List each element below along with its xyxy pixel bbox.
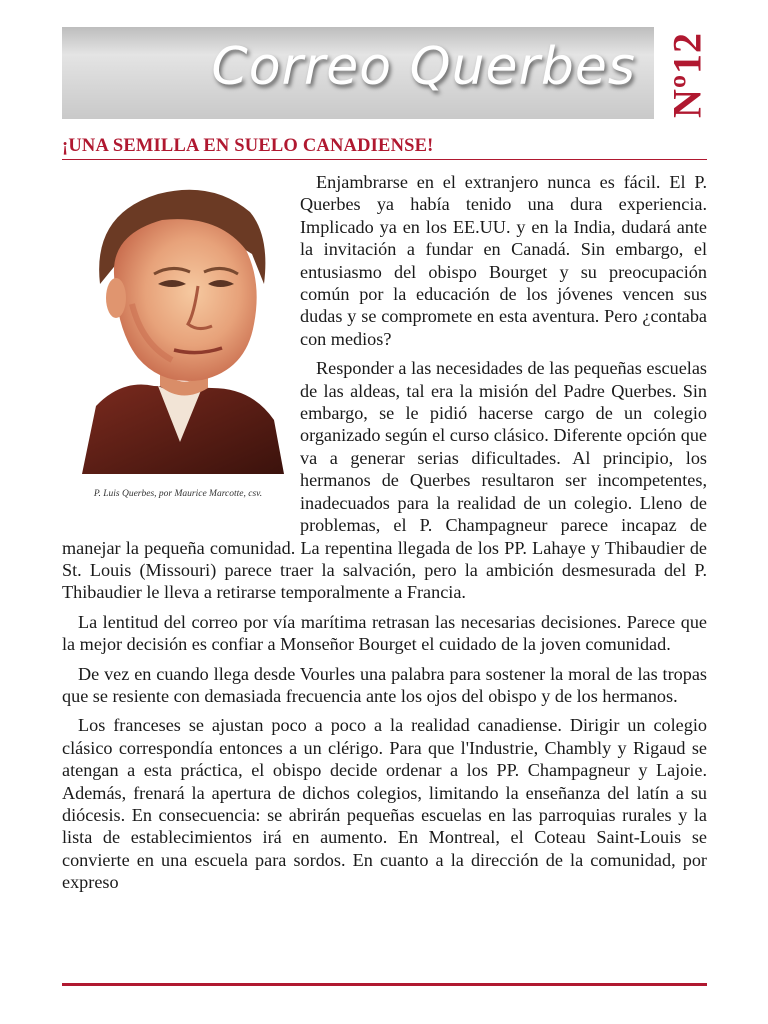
article-paragraph-3: La lentitud del correo por vía marítima retrasan las necesarias decisiones. Parece que la mejor decisión es confiar a Monseñor Bourget el cuidado de la joven comunidad. (62, 611, 707, 655)
article-paragraph-1: Enjambrarse en el extranjero nunca es fácil. El P. Querbes ya había tenido una dura experiencia. Implicado ya en los EE.UU. y en la India, dudará ante la invitación a fundar en Canadá. Sin embargo, el entusiasmo del obispo Bourget y su preocupación común por la educación de los jóvenes vencen sus dudas y se compromete en esta aventura. Pero ¿contaba con medios? (300, 172, 707, 349)
masthead-title: Correo Querbes (211, 37, 636, 97)
image-caption: P. Luis Querbes, por Maurice Marcotte, csv. (93, 489, 263, 499)
footer-divider (62, 983, 707, 986)
article-headline: ¡UNA SEMILLA EN SUELO CANADIENSE! (62, 136, 434, 156)
headline-divider (62, 159, 707, 160)
article-body (62, 171, 707, 901)
image-wrap-spacer (62, 171, 300, 526)
article-paragraph-4: De vez en cuando llega desde Vourles una palabra para sostener la moral de las tropas que se resiente con demasiada frecuencia ante los ojos del obispo y de los hermanos. (62, 663, 707, 706)
issue-number (664, 20, 710, 130)
masthead-banner (62, 27, 654, 119)
article-paragraph-2: Responder a las necesidades de las pequeñas escuelas de las aldeas, tal era la misión del Padre Querbes. Sin embargo, se le pidió hacerse cargo de un colegio organizado según el curso clásico. Diferente opción que va a generar serias dificultades. Al principio, los hermanos de Querbes resultaron ser incompetentes, inadecuados para la realidad de un colegio. Lleno de problemas, el P. Champagneur parece incapaz de manejar la pequeña comunidad. La repentina llegada de los PP. Lahaye y Thibaudier de St. Louis (Missouri) parece traer la salvación, pero la ambición desmesurada del P. Thibaudier le lleva a retirarse temporalmente a Francia. (62, 358, 707, 603)
issue-number-label: Nº12 (664, 31, 710, 119)
article-paragraph-5: Los franceses se ajustan poco a poco a la realidad canadiense. Dirigir un colegio clásico correspondía entonces a un clérigo. Para que l'Industrie, Chambly y Rigaud se atengan a esta práctica, el obispo decide ordenar a los PP. Champagneur y Lajoie. Además, frenará la apertura de dichos colegios, limitando la enseñanza del latín a su diócesis. En consecuencia: se abrirán pequeñas escuelas en las parroquias rurales y la lista de establecimientos irá en aumento. En Montreal, el Coteau Saint-Louis se convierte en una escuela para sordos. En cuanto a la dirección de la comunidad, por expreso (62, 715, 707, 893)
